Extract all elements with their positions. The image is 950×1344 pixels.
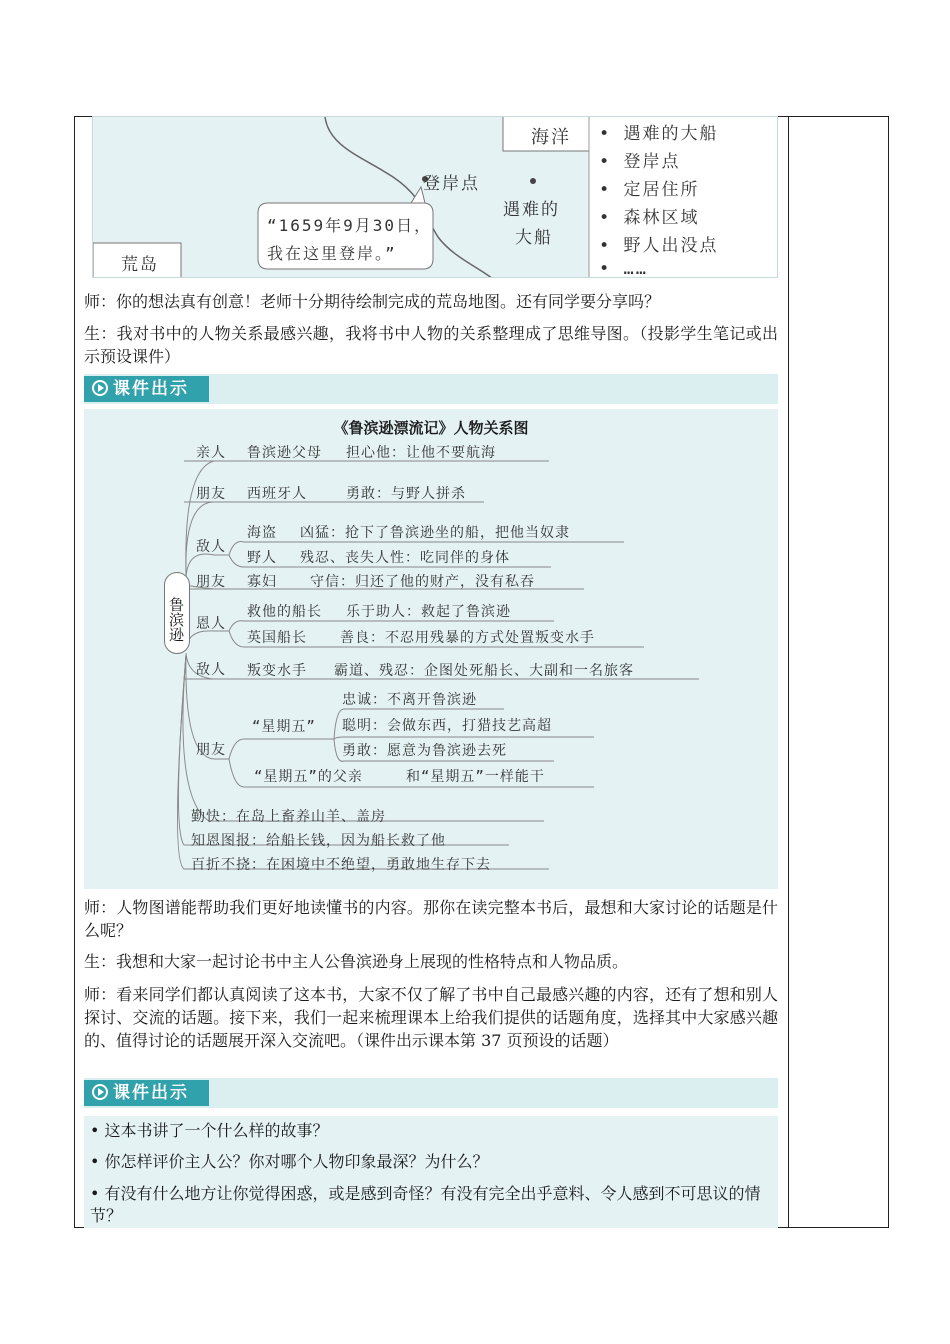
category-relative: 亲人 xyxy=(196,445,226,461)
trait-savages: 残忍、丧失人性：吃同伴的身体 xyxy=(300,550,510,566)
person-savages: 野人 xyxy=(247,550,277,566)
trait-friday-loyal: 忠诚：不离开鲁滨逊 xyxy=(342,692,477,708)
legend-item: • 登岸点 xyxy=(599,152,681,172)
trait-grateful: 知恩图报：给船长钱，因为船长救了他 xyxy=(191,833,446,849)
category-enemy: 敌人 xyxy=(196,662,226,678)
courseware-banner-2 xyxy=(84,1078,778,1108)
legend-item: • 森林区域 xyxy=(599,208,700,228)
trait-diligent: 勤快：在岛上畜养山羊、盖房 xyxy=(191,809,386,825)
trait-persevering: 百折不挠：在困境中不绝望，勇敢地生存下去 xyxy=(191,857,491,873)
column-divider xyxy=(788,117,789,1227)
teacher-line-3: 师：看来同学们都认真阅读了这本书，大家不仅了解了书中自己最感兴趣的内容，还有了想和别人探讨、交流的话题。接下来，我们一起来梳理课本上给我们提供的话题角度，选择其中大家感兴趣的、值得讨论的话题展开深入交流吧。（课件出示课本第 37 页预设的话题） xyxy=(84,985,778,1050)
student-line-2: 生：我想和大家一起讨论书中主人公鲁滨逊身上展现的性格特点和人物品质。 xyxy=(84,952,629,971)
island-map xyxy=(92,116,778,278)
topic-item: • 有没有什么地方让你觉得困惑，或是感到奇怪？有没有完全出乎意料、令人感到不可思议的情节？ xyxy=(90,1184,761,1225)
topic-item: • 你怎样评价主人公？你对哪个人物印象最深？为什么？ xyxy=(90,1152,489,1171)
play-icon xyxy=(92,1084,108,1100)
person-parents: 鲁滨逊父母 xyxy=(247,445,322,461)
person-friday-father: “星期五”的父亲 xyxy=(254,769,363,785)
map-label-wreck-1: 遇难的 xyxy=(503,200,560,220)
bubble-line-2: 我在这里登岸。” xyxy=(267,244,397,263)
trait-english-captain: 善良：不忍用残暴的方式处置叛变水手 xyxy=(340,630,595,646)
character-mindmap xyxy=(84,409,778,889)
trait-friday-clever: 聪明：会做东西，打猎技艺高超 xyxy=(342,718,552,734)
person-pirates: 海盗 xyxy=(247,525,277,541)
category-friend: 朋友 xyxy=(196,486,226,502)
legend-item: • …… xyxy=(599,259,648,278)
legend-item: • 定居住所 xyxy=(599,180,700,200)
trait-friday-brave: 勇敢：愿意为鲁滨逊去死 xyxy=(342,743,507,759)
person-english-captain: 英国船长 xyxy=(247,630,307,646)
map-label-island: 荒岛 xyxy=(121,255,159,275)
courseware-tag: 课件出示 xyxy=(84,1080,209,1106)
map-label-ocean: 海洋 xyxy=(531,127,571,148)
person-widow: 寡妇 xyxy=(247,574,277,590)
mindmap-root: 鲁滨逊 xyxy=(164,572,190,654)
play-icon xyxy=(92,380,108,396)
legend-item: • 野人出没点 xyxy=(599,236,719,256)
trait-spaniard: 勇敢：与野人拼杀 xyxy=(346,486,466,502)
person-spaniard: 西班牙人 xyxy=(247,486,307,502)
category-enemy: 敌人 xyxy=(196,539,226,555)
category-friend: 朋友 xyxy=(196,742,226,758)
discussion-topics xyxy=(84,1116,778,1228)
trait-pirates: 凶猛：抢下了鲁滨逊坐的船，把他当奴隶 xyxy=(300,525,570,541)
map-label-landing: 登岸点 xyxy=(423,174,480,194)
trait-mutineers: 霸道、残忍：企图处死船长、大副和一名旅客 xyxy=(334,663,634,679)
trait-rescuing-captain: 乐于助人：救起了鲁滨逊 xyxy=(346,604,511,620)
category-benefactor: 恩人 xyxy=(196,616,226,632)
trait-friday-father: 和“星期五”一样能干 xyxy=(406,769,545,785)
topic-item: • 这本书讲了一个什么样的故事？ xyxy=(90,1121,329,1140)
map-label-wreck-2: 大船 xyxy=(515,228,553,248)
teacher-line-2: 师：人物图谱能帮助我们更好地读懂书的内容。那你在读完整本书后，最想和大家讨论的话题是什么呢？ xyxy=(84,898,778,940)
courseware-tag: 课件出示 xyxy=(84,376,209,402)
person-rescuing-captain: 救他的船长 xyxy=(247,604,322,620)
mindmap-lines xyxy=(84,409,778,889)
person-friday: “星期五” xyxy=(252,719,316,735)
bubble-line-1: “1659年9月30日， xyxy=(267,216,433,235)
legend-item: • 遇难的大船 xyxy=(599,124,719,144)
trait-parents: 担心他：让他不要航海 xyxy=(346,445,496,461)
courseware-banner-1 xyxy=(84,374,778,404)
trait-widow: 守信：归还了他的财产，没有私吞 xyxy=(310,574,535,590)
teacher-line-1: 师：你的想法真有创意！老师十分期待绘制完成的荒岛地图。还有同学要分享吗？ xyxy=(84,292,661,311)
student-line-1: 生：我对书中的人物关系最感兴趣，我将书中人物的关系整理成了思维导图。（投影学生笔记或出示预设课件） xyxy=(84,324,778,366)
category-friend: 朋友 xyxy=(196,574,226,590)
person-mutineers: 叛变水手 xyxy=(247,663,307,679)
mindmap-title: 《鲁滨逊漂流记》人物关系图 xyxy=(333,419,529,437)
